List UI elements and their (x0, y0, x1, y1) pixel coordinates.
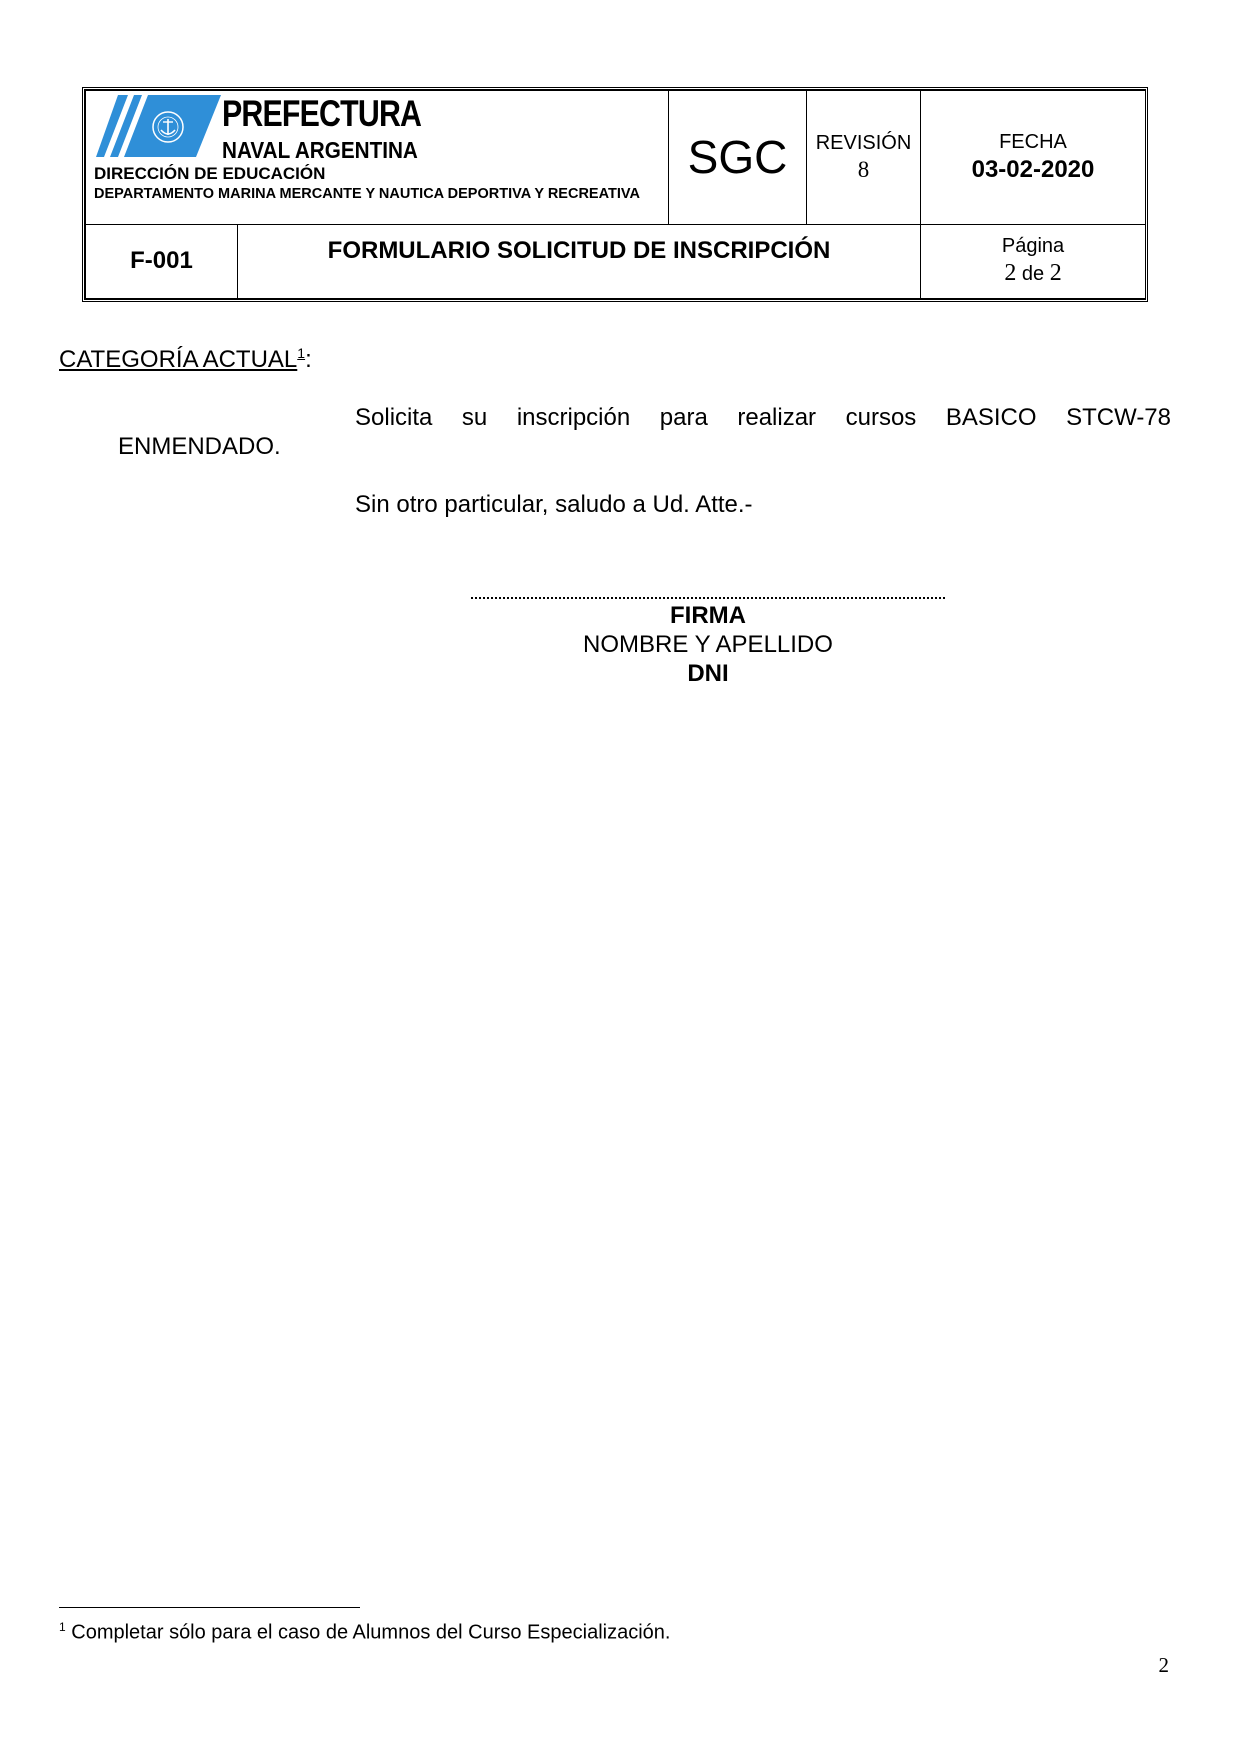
footnote-text: Completar sólo para el caso de Alumnos del Curso Especialización. (71, 1621, 671, 1644)
page-cell (921, 224, 1146, 298)
date-value: 03-02-2020 (971, 155, 1095, 183)
page-current: 2 (1004, 260, 1017, 287)
page-label: Página (1001, 235, 1065, 258)
signature-label: FIRMA (670, 602, 746, 629)
category-field (59, 345, 312, 374)
revision-label: REVISIÓN (815, 131, 912, 154)
form-title: FORMULARIO SOLICITUD DE INSCRIPCIÓN (238, 224, 921, 298)
footnote (59, 1620, 670, 1645)
category-label: CATEGORÍA ACTUAL (59, 346, 298, 373)
logo-subtitle: NAVAL ARGENTINA (222, 137, 418, 163)
document-header (82, 87, 1148, 302)
page-number: 2 (1158, 1653, 1169, 1677)
dni-label: DNI (687, 660, 729, 687)
revision-cell (807, 91, 921, 225)
footnote-number: 1 (59, 1620, 66, 1634)
page-total: 2 (1049, 260, 1062, 287)
date-cell (921, 91, 1146, 225)
signature-block (471, 601, 945, 688)
page-indicator (921, 260, 1145, 287)
system-cell: SGC (669, 91, 807, 225)
logo-title: PREFECTURA (222, 93, 422, 134)
signature-line (471, 597, 945, 599)
footnote-ref: 1 (297, 345, 306, 361)
header-table (85, 90, 1146, 299)
page-of: de (1021, 263, 1045, 286)
closing-text: Sin otro particular, saludo a Ud. Atte.- (355, 491, 753, 518)
revision-value: 8 (857, 156, 870, 182)
footnote-divider (59, 1607, 360, 1608)
prefectura-logo-icon (96, 95, 221, 171)
department-name: DIRECCIÓN DE EDUCACIÓN (94, 164, 326, 183)
date-label: FECHA (999, 130, 1067, 153)
category-colon: : (305, 346, 312, 373)
department-subname: DEPARTAMENTO MARINA MERCANTE Y NAUTICA DEPORTIVA Y RECREATIVA (94, 186, 640, 202)
request-text: Solicita su inscripción para realizar cursos BASICO STCW-78 (355, 404, 1171, 431)
name-label: NOMBRE Y APELLIDO (583, 631, 833, 658)
form-code: F-001 (86, 224, 238, 298)
logo-cell (86, 91, 669, 225)
request-continuation: ENMENDADO. (118, 433, 281, 460)
